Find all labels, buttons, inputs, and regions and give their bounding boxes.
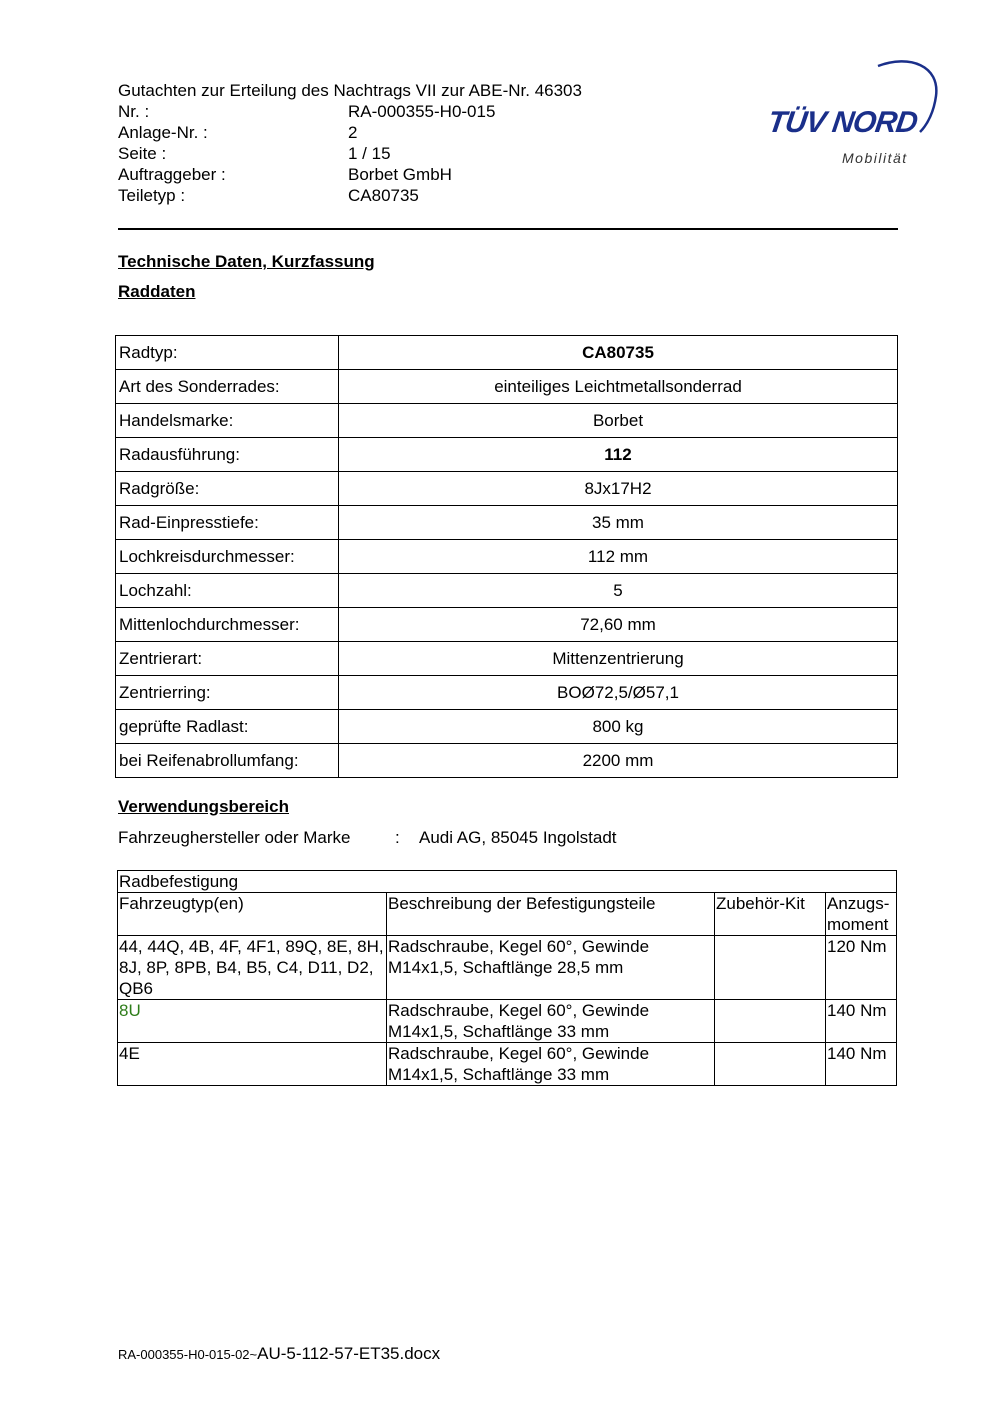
header-value: Borbet GmbH bbox=[348, 165, 452, 184]
footer-filename bbox=[118, 1344, 440, 1364]
table-row bbox=[116, 404, 898, 438]
table-row bbox=[116, 642, 898, 676]
manufacturer-separator: : bbox=[395, 828, 400, 847]
col-header-description: Beschreibung der Befestigungsteile bbox=[387, 893, 715, 936]
row-label: Art des Sonderrades: bbox=[116, 370, 339, 404]
table-header-row bbox=[118, 893, 897, 936]
row-value: 800 kg bbox=[339, 710, 898, 744]
mounting-title: Radbefestigung bbox=[118, 871, 897, 893]
header-divider bbox=[118, 228, 898, 230]
row-label: geprüfte Radlast: bbox=[116, 710, 339, 744]
cell-description: Radschraube, Kegel 60°, Gewinde M14x1,5, Schaftlänge 33 mm bbox=[387, 1043, 715, 1086]
table-row bbox=[116, 710, 898, 744]
row-label: Radtyp: bbox=[116, 336, 339, 370]
header-value: RA-000355-H0-015 bbox=[348, 102, 496, 121]
row-label: Rad-Einpresstiefe: bbox=[116, 506, 339, 540]
cell-torque: 140 Nm bbox=[826, 1043, 897, 1086]
row-value: Mittenzentrierung bbox=[339, 642, 898, 676]
footer-file: AU-5-112-57-ET35.docx bbox=[257, 1344, 441, 1363]
table-row bbox=[116, 540, 898, 574]
table-row bbox=[118, 1000, 897, 1043]
row-value: 5 bbox=[339, 574, 898, 608]
row-label: Radgröße: bbox=[116, 472, 339, 506]
cell-description: Radschraube, Kegel 60°, Gewinde M14x1,5, Schaftlänge 33 mm bbox=[387, 1000, 715, 1043]
footer-prefix: RA-000355-H0-015-02~ bbox=[118, 1347, 258, 1362]
header-value: CA80735 bbox=[348, 186, 419, 205]
mounting-table bbox=[117, 870, 897, 1086]
row-label: Lochkreisdurchmesser: bbox=[116, 540, 339, 574]
cell-torque: 140 Nm bbox=[826, 1000, 897, 1043]
wheel-data-table bbox=[115, 335, 898, 778]
section-wheel-data: Raddaten bbox=[118, 282, 196, 301]
row-value: CA80735 bbox=[339, 336, 898, 370]
table-row bbox=[116, 336, 898, 370]
header-row-nr bbox=[118, 101, 495, 122]
row-label: Zentrierring: bbox=[116, 676, 339, 710]
table-row bbox=[118, 936, 897, 1000]
col-header-vehicle-types: Fahrzeugtyp(en) bbox=[118, 893, 387, 936]
row-value: 35 mm bbox=[339, 506, 898, 540]
col-header-torque: Anzugs-moment bbox=[826, 893, 897, 936]
table-row bbox=[116, 506, 898, 540]
table-row bbox=[116, 574, 898, 608]
table-row bbox=[118, 1043, 897, 1086]
cell-types: 4E bbox=[118, 1043, 387, 1086]
table-row bbox=[116, 744, 898, 778]
header-row-seite bbox=[118, 143, 391, 164]
row-value: 112 bbox=[339, 438, 898, 472]
row-label: bei Reifenabrollumfang: bbox=[116, 744, 339, 778]
row-label: Radausführung: bbox=[116, 438, 339, 472]
header-label: Teiletyp : bbox=[118, 186, 186, 205]
table-row bbox=[116, 370, 898, 404]
cell-kit bbox=[715, 1043, 826, 1086]
table-row bbox=[116, 608, 898, 642]
col-header-kit: Zubehör-Kit bbox=[715, 893, 826, 936]
row-label: Zentrierart: bbox=[116, 642, 339, 676]
row-label: Handelsmarke: bbox=[116, 404, 339, 438]
logo-subtitle: Mobilität bbox=[842, 150, 908, 166]
cell-torque: 120 Nm bbox=[826, 936, 897, 1000]
row-value: Borbet bbox=[339, 404, 898, 438]
row-value: BOØ72,5/Ø57,1 bbox=[339, 676, 898, 710]
section-usage: Verwendungsbereich bbox=[118, 797, 289, 816]
row-value: 8Jx17H2 bbox=[339, 472, 898, 506]
row-value: 72,60 mm bbox=[339, 608, 898, 642]
document-title: Gutachten zur Erteilung des Nachtrags VII zur ABE-Nr. 46303 bbox=[118, 81, 582, 100]
header-value: 1 / 15 bbox=[348, 144, 391, 163]
row-label: Lochzahl: bbox=[116, 574, 339, 608]
cell-types: 44, 44Q, 4B, 4F, 4F1, 89Q, 8E, 8H, 8J, 8P, 8PB, B4, B5, C4, D11, D2, QB6 bbox=[118, 936, 387, 1000]
header-value: 2 bbox=[348, 123, 358, 142]
manufacturer-value: Audi AG, 85045 Ingolstadt bbox=[419, 828, 617, 847]
header-label: Nr. : bbox=[118, 102, 150, 121]
tuv-nord-logo: TÜV NORD bbox=[765, 106, 920, 139]
row-value: einteiliges Leichtmetallsonderrad bbox=[339, 370, 898, 404]
table-row bbox=[116, 676, 898, 710]
table-row bbox=[116, 438, 898, 472]
header-label: Seite : bbox=[118, 144, 167, 163]
section-technical-data: Technische Daten, Kurzfassung bbox=[118, 252, 375, 271]
cell-types: 8U bbox=[118, 1000, 387, 1043]
header-row-teiletyp bbox=[118, 185, 419, 206]
header-row-auftraggeber bbox=[118, 164, 452, 185]
cell-kit bbox=[715, 1000, 826, 1043]
row-label: Mittenlochdurchmesser: bbox=[116, 608, 339, 642]
manufacturer-label: Fahrzeughersteller oder Marke bbox=[118, 828, 351, 847]
cell-description: Radschraube, Kegel 60°, Gewinde M14x1,5, Schaftlänge 28,5 mm bbox=[387, 936, 715, 1000]
cell-kit bbox=[715, 936, 826, 1000]
header-label: Auftraggeber : bbox=[118, 165, 226, 184]
row-value: 2200 mm bbox=[339, 744, 898, 778]
table-title-row bbox=[118, 871, 897, 893]
table-row bbox=[116, 472, 898, 506]
header-row-anlage bbox=[118, 122, 357, 143]
row-value: 112 mm bbox=[339, 540, 898, 574]
header-label: Anlage-Nr. : bbox=[118, 123, 208, 142]
manufacturer-line bbox=[118, 828, 617, 848]
